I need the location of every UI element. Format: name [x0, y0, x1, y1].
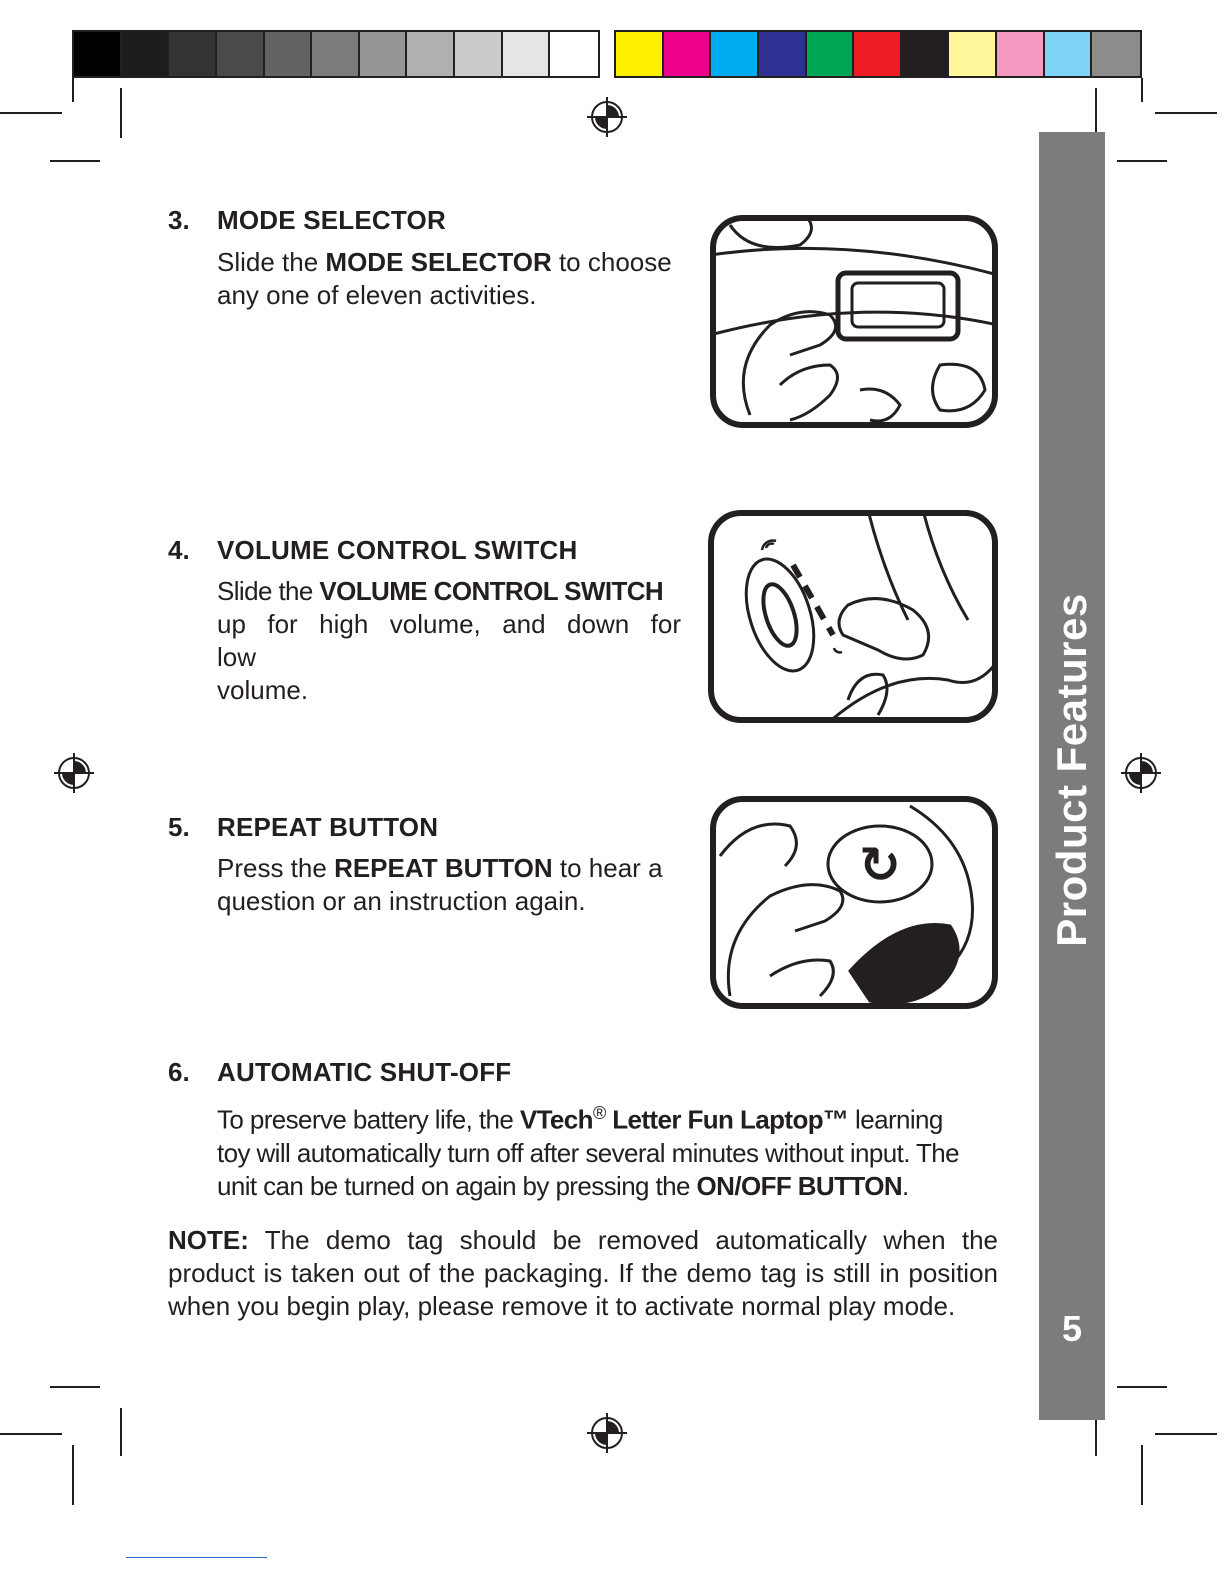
section-title-volume-control-switch: VOLUME CONTROL SWITCH: [217, 535, 578, 565]
grayscale-calibration-bar: [72, 30, 600, 78]
color-swatch: [360, 32, 408, 76]
color-swatch: [122, 32, 170, 76]
color-swatch: [74, 32, 122, 76]
section-number: 5.: [168, 812, 190, 842]
section-number: 3.: [168, 205, 190, 235]
color-swatch: [997, 32, 1045, 76]
page-number: 5: [1061, 1308, 1083, 1349]
crop-mark: [1141, 1445, 1143, 1505]
color-swatch: [312, 32, 360, 76]
crop-mark: [1155, 1433, 1217, 1435]
section-body-repeat-button: [217, 852, 687, 918]
registration-mark-icon: [587, 97, 627, 137]
crop-mark: [1117, 160, 1167, 162]
text-line: unit can be turned on again by pressing the ON/OFF BUTTON.: [217, 1170, 909, 1201]
crop-mark: [72, 1445, 74, 1505]
crop-mark: [0, 112, 62, 114]
text-line: volume.: [217, 675, 309, 705]
color-swatch: [902, 32, 950, 76]
note-body: The demo tag should be removed automatically when the product is taken out of the packaging. If the demo tag is still in position when you begin play, please remove it to activate normal play mode.: [168, 1225, 998, 1321]
registration-mark-icon: [1121, 753, 1161, 793]
text-line: Slide the VOLUME CONTROL SWITCH: [217, 576, 664, 606]
crop-mark: [1117, 1386, 1167, 1388]
crop-mark: [1141, 78, 1143, 102]
color-swatch: [455, 32, 503, 76]
text-line: toy will automatically turn off after several minutes without input. The: [217, 1137, 959, 1168]
color-swatch: [711, 32, 759, 76]
section-body-mode-selector: [217, 246, 687, 312]
repeat-symbol-icon: ↻: [859, 836, 901, 894]
color-swatch: [854, 32, 902, 76]
sidebar-title: Product Features: [1048, 593, 1095, 947]
color-calibration-bar: [614, 30, 1142, 78]
section-number: 4.: [168, 535, 190, 565]
mode-selector-illustration: [710, 215, 998, 428]
volume-switch-illustration: [708, 510, 998, 723]
text-line: Slide the MODE SELECTOR to choose: [217, 247, 672, 277]
section-title-automatic-shut-off: AUTOMATIC SHUT-OFF: [217, 1057, 512, 1087]
note-paragraph: [168, 1224, 998, 1323]
crop-mark: [1095, 88, 1097, 138]
color-swatch: [1045, 32, 1093, 76]
color-swatch: [407, 32, 455, 76]
color-swatch: [616, 32, 664, 76]
color-swatch: [759, 32, 807, 76]
section-title-repeat-button: REPEAT BUTTON: [217, 812, 439, 842]
color-swatch: [807, 32, 855, 76]
crop-mark: [0, 1433, 62, 1435]
crop-mark: [72, 78, 74, 102]
crop-mark: [50, 160, 100, 162]
note-label: NOTE:: [168, 1225, 249, 1255]
color-swatch: [949, 32, 997, 76]
crop-mark: [120, 88, 122, 138]
section-body-volume-control-switch: [217, 575, 681, 707]
section-title-mode-selector: MODE SELECTOR: [217, 205, 446, 235]
section-number: 6.: [168, 1057, 190, 1087]
crop-mark: [120, 1408, 122, 1456]
repeat-button-illustration: [710, 796, 998, 1009]
color-swatch: [664, 32, 712, 76]
crop-mark: [50, 1386, 100, 1388]
text-line: question or an instruction again.: [217, 886, 586, 916]
crop-mark: [1155, 112, 1217, 114]
registration-mark-icon: [54, 753, 94, 793]
color-swatch: [217, 32, 265, 76]
registration-mark-icon: [587, 1413, 627, 1453]
color-swatch: [1092, 32, 1140, 76]
color-swatch: [265, 32, 313, 76]
text-line: Press the REPEAT BUTTON to hear a: [217, 853, 663, 883]
text-line: any one of eleven activities.: [217, 280, 537, 310]
section-body-automatic-shut-off: [217, 1097, 999, 1203]
divider: [126, 1557, 267, 1558]
text-line: up for high volume, and down for low: [217, 609, 681, 672]
color-swatch: [169, 32, 217, 76]
color-swatch: [550, 32, 598, 76]
text-line: To preserve battery life, the VTech® Letter Fun Laptop™ learning: [217, 1103, 943, 1135]
color-swatch: [503, 32, 551, 76]
